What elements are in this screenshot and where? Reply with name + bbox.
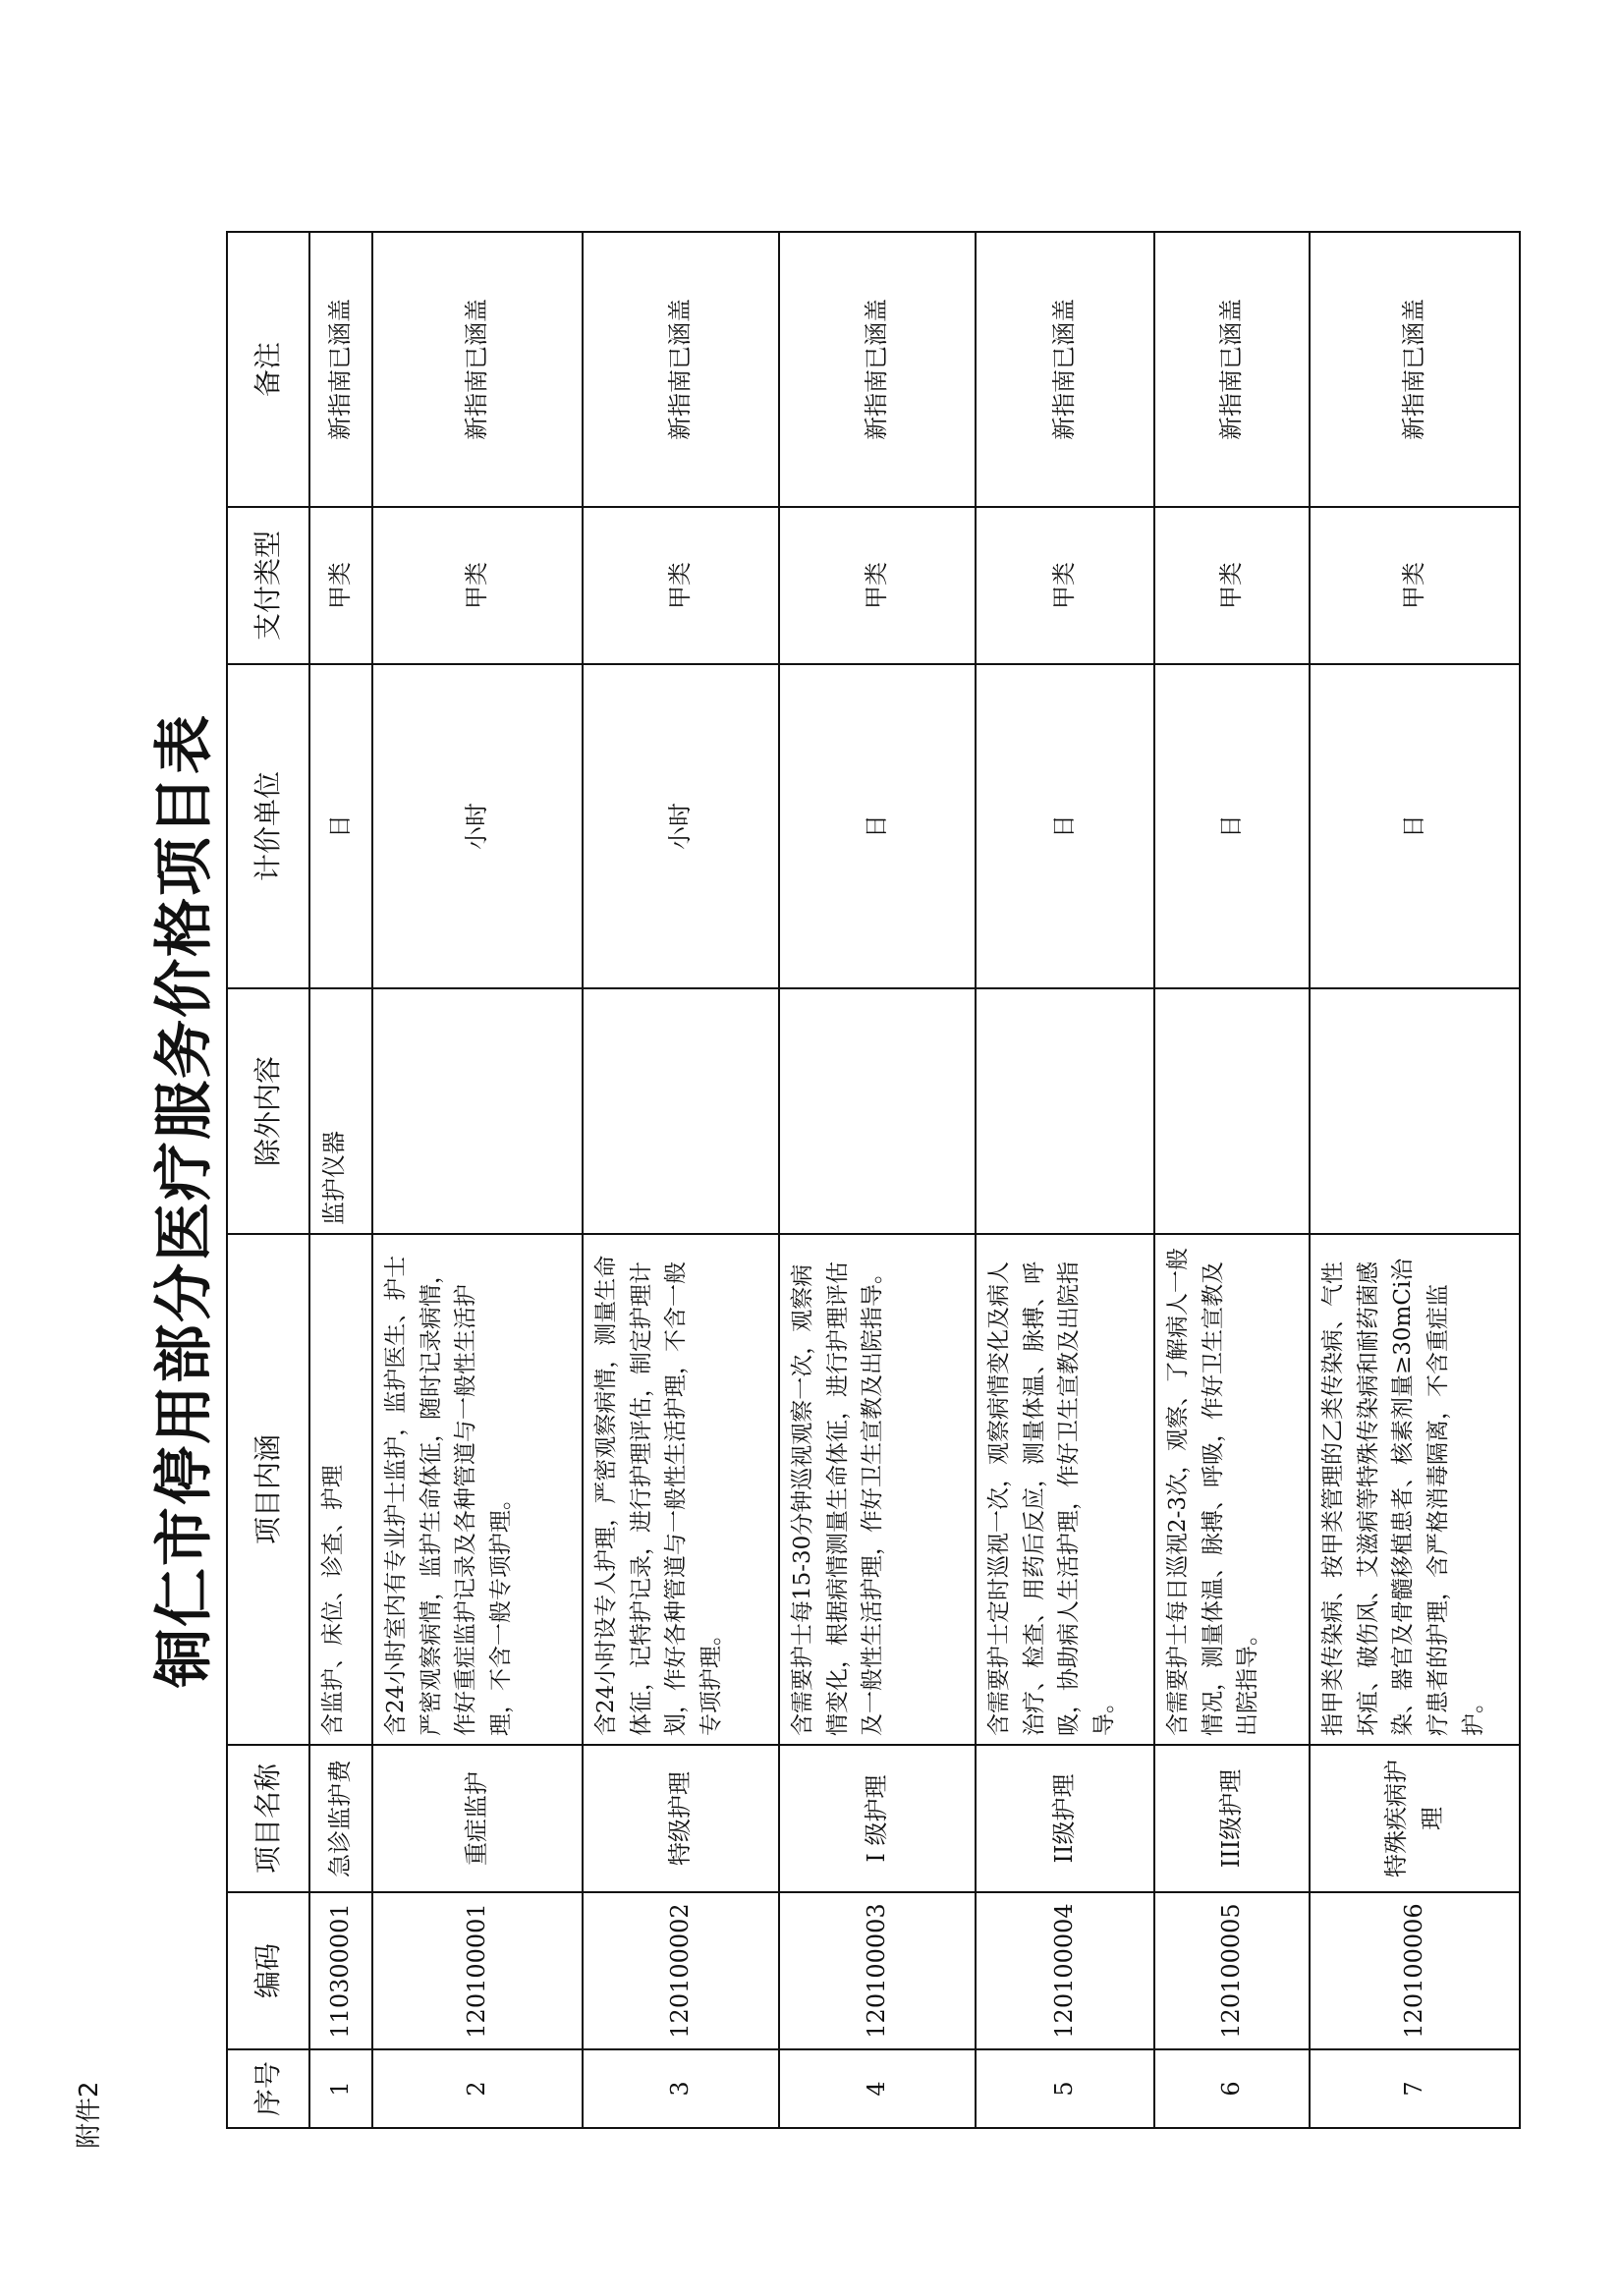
- attachment-label: 附件2: [75, 2081, 104, 2149]
- cell-code: 110300001: [309, 1892, 372, 2049]
- cell-code: 120100002: [583, 1892, 779, 2049]
- cell-no: 7: [1310, 2049, 1520, 2128]
- cell-payment: 甲类: [1310, 507, 1520, 664]
- cell-content: 含24小时设专人护理，严密观察病情，测量生命体征，记特护记录，进行护理评估，制定护理计划，作好各种管道与一般性生活护理，不含一般专项护理。: [583, 1234, 779, 1745]
- cell-content: 含需要护士每15-30分钟巡视观察一次，观察病情变化，根据病情测量生命体征，进行护理评估及一般性生活护理，作好卫生宣教及出院指导。: [779, 1234, 976, 1745]
- cell-remark: 新指南已涵盖: [309, 232, 372, 507]
- cell-unit: 日: [1310, 664, 1520, 988]
- cell-remark: 新指南已涵盖: [583, 232, 779, 507]
- cell-name: I 级护理: [779, 1745, 976, 1892]
- cell-payment: 甲类: [583, 507, 779, 664]
- cell-no: 6: [1154, 2049, 1310, 2128]
- table-row: [583, 232, 779, 2128]
- cell-code: 120100005: [1154, 1892, 1310, 2049]
- cell-remark: 新指南已涵盖: [779, 232, 976, 507]
- cell-no: 1: [309, 2049, 372, 2128]
- table-row: [779, 232, 976, 2128]
- cell-code: 120100001: [372, 1892, 583, 2049]
- cell-unit: 日: [779, 664, 976, 988]
- cell-exclusion: [583, 988, 779, 1234]
- price-item-table: [226, 231, 1521, 2129]
- cell-payment: 甲类: [372, 507, 583, 664]
- cell-payment: 甲类: [976, 507, 1154, 664]
- table-row: [1310, 232, 1520, 2128]
- cell-content: 指甲类传染病、按甲类管理的乙类传染病、气性坏疽、破伤风、艾滋病等特殊传染病和耐药菌感染、器官及骨髓移植患者、核素剂量≥30mCi治疗患者的护理，含严格消毒隔离，不含重症监护。: [1310, 1234, 1520, 1745]
- page-title: 铜仁市停用部分医疗服务价格项目表: [150, 713, 219, 1688]
- column-header-unit: 计价单位: [227, 664, 309, 988]
- column-header-payment: 支付类型: [227, 507, 309, 664]
- cell-no: 2: [372, 2049, 583, 2128]
- cell-name: III级护理: [1154, 1745, 1310, 1892]
- cell-remark: 新指南已涵盖: [372, 232, 583, 507]
- table-row: [309, 232, 372, 2128]
- cell-unit: 小时: [583, 664, 779, 988]
- cell-unit: 日: [1154, 664, 1310, 988]
- cell-name: II级护理: [976, 1745, 1154, 1892]
- cell-unit: 日: [309, 664, 372, 988]
- cell-code: 120100004: [976, 1892, 1154, 2049]
- cell-payment: 甲类: [309, 507, 372, 664]
- cell-no: 4: [779, 2049, 976, 2128]
- cell-content: 含需要护士每日巡视2-3次，观察、了解病人一般情况，测量体温、脉搏、呼吸，作好卫生宣教及出院指导。: [1154, 1234, 1310, 1745]
- column-header-remark: 备注: [227, 232, 309, 507]
- cell-code: 120100003: [779, 1892, 976, 2049]
- cell-exclusion: [1310, 988, 1520, 1234]
- cell-unit: 日: [976, 664, 1154, 988]
- cell-name: 特级护理: [583, 1745, 779, 1892]
- column-header-no: 序号: [227, 2049, 309, 2128]
- column-header-name: 项目名称: [227, 1745, 309, 1892]
- cell-exclusion: [372, 988, 583, 1234]
- table-row: [372, 232, 583, 2128]
- table-header-row: [227, 232, 309, 2128]
- cell-name: 急诊监护费: [309, 1745, 372, 1892]
- cell-no: 5: [976, 2049, 1154, 2128]
- cell-content: 含24小时室内有专业护士监护，监护医生、护士严密观察病情，监护生命体征，随时记录病情，作好重症监护记录及各种管道与一般性生活护理，不含一般专项护理。: [372, 1234, 583, 1745]
- cell-code: 120100006: [1310, 1892, 1520, 2049]
- cell-exclusion: [779, 988, 976, 1234]
- cell-remark: 新指南已涵盖: [1154, 232, 1310, 507]
- cell-payment: 甲类: [1154, 507, 1310, 664]
- cell-exclusion: 监护仪器: [309, 988, 372, 1234]
- cell-name: 重症监护: [372, 1745, 583, 1892]
- cell-no: 3: [583, 2049, 779, 2128]
- cell-exclusion: [1154, 988, 1310, 1234]
- table-row: [976, 232, 1154, 2128]
- cell-content: 含需要护士定时巡视一次，观察病情变化及病人治疗、检查、用药后反应，测量体温、脉搏、呼吸，协助病人生活护理，作好卫生宣教及出院指导。: [976, 1234, 1154, 1745]
- column-header-content: 项目内涵: [227, 1234, 309, 1745]
- column-header-code: 编码: [227, 1892, 309, 2049]
- cell-remark: 新指南已涵盖: [1310, 232, 1520, 507]
- cell-exclusion: [976, 988, 1154, 1234]
- cell-name: 特殊疾病护理: [1310, 1745, 1520, 1892]
- column-header-exclusion: 除外内容: [227, 988, 309, 1234]
- cell-content: 含监护、床位、诊查、护理: [309, 1234, 372, 1745]
- cell-unit: 小时: [372, 664, 583, 988]
- cell-remark: 新指南已涵盖: [976, 232, 1154, 507]
- table-row: [1154, 232, 1310, 2128]
- cell-payment: 甲类: [779, 507, 976, 664]
